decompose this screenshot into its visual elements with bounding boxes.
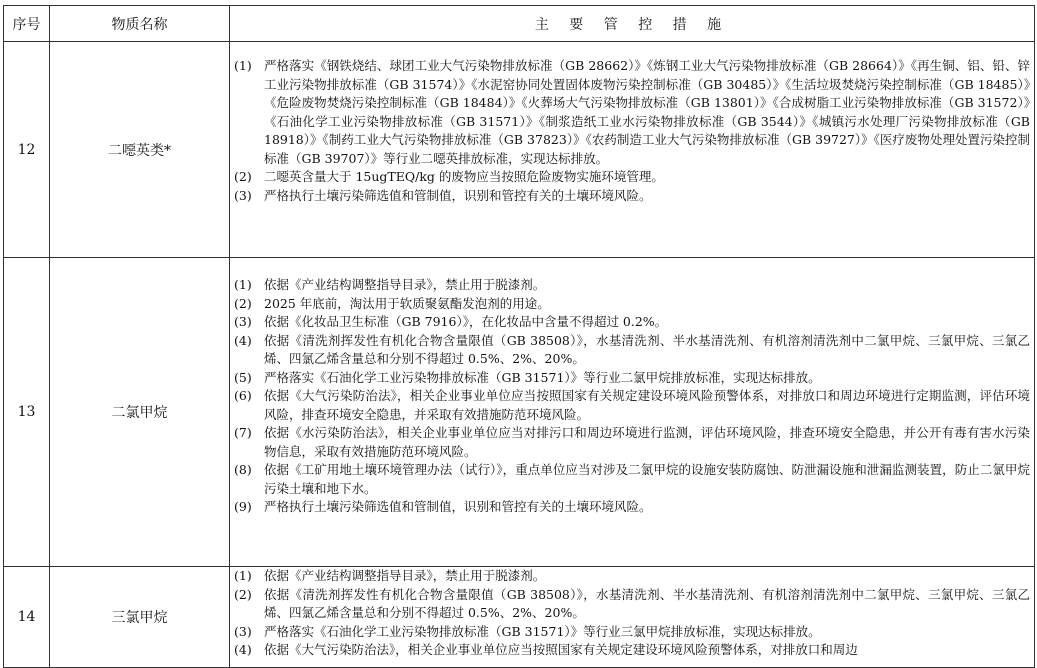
measure-number: (1) xyxy=(234,277,252,292)
regulation-table xyxy=(3,5,1035,668)
measure-text: 严格执行土壤污染筛选值和管制值，识别和管控有关的土壤环境风险。 xyxy=(264,187,652,203)
row-substance-name: 二氯甲烷 xyxy=(50,258,230,567)
measure-text: 2025 年底前，淘汰用于软质聚氨酯发泡剂的用途。 xyxy=(264,295,550,311)
measure-text: 严格执行土壤污染筛选值和管制值，识别和管控有关的土壤环境风险。 xyxy=(264,499,652,514)
measure-number: (1) xyxy=(234,58,252,73)
table-row xyxy=(4,567,1035,668)
row-serial-number: 13 xyxy=(4,258,50,567)
measure-text: 严格落实《石油化学工业污染物排放标准（GB 31571）》等行业二氯甲烷排放标准，实现达标排放。 xyxy=(264,369,821,385)
measure-text: 依据《大气污染防治法》，相关企业事业单位应当按照国家有关规定建设环境风险预警体系，对排放口和周边环境进行定期监测，评估环境风险，排查环境安全隐患，并采取有效措施防范环境风险。 xyxy=(264,388,1030,422)
measure-text: 严格落实《石油化学工业污染物排放标准（GB 31571）》等行业三氯甲烷排放标准，实现达标排放。 xyxy=(264,623,821,639)
measure-item xyxy=(234,187,1030,206)
measure-text: 二噁英含量大于 15ugTEQ/kg 的废物应当按照危险废物实施环境管理。 xyxy=(264,169,664,184)
measure-number: (9) xyxy=(234,499,252,514)
measure-text: 依据《工矿用地土壤环境管理办法（试行）》，重点单位应当对涉及二氯甲烷的设施安装防腐蚀、防泄漏设施和泄漏监测装置，防止二氯甲烷污染土壤和地下水。 xyxy=(264,462,1030,496)
measure-item xyxy=(234,498,1030,517)
measure-number: (6) xyxy=(234,388,252,403)
measure-item xyxy=(234,424,1030,461)
measure-text: 依据《清洗剂挥发性有机化合物含量限值（GB 38508）》，水基清洗剂、半水基清洗剂、有机溶剂清洗剂中二氯甲烷、三氯甲烷、三氯乙烯、四氯乙烯含量总和分别不得超过 0.5%、2%、20%。 xyxy=(264,586,1030,620)
measure-number: (5) xyxy=(234,369,252,385)
table-row xyxy=(4,42,1035,258)
measure-text: 依据《清洗剂挥发性有机化合物含量限值（GB 38508）》，水基清洗剂、半水基清洗剂、有机溶剂清洗剂中二氯甲烷、三氯甲烷、三氯乙烯、四氯乙烯含量总和分别不得超过 0.5%、2%、20%。 xyxy=(264,332,1030,366)
measure-number: (4) xyxy=(234,642,252,657)
measure-item xyxy=(234,168,1030,187)
header-serial-number: 序号 xyxy=(4,6,50,42)
measure-item xyxy=(234,295,1030,314)
row-control-measures xyxy=(230,258,1035,567)
row-serial-number: 12 xyxy=(4,42,50,258)
measure-item xyxy=(234,332,1030,369)
measure-item xyxy=(234,461,1030,498)
measure-number: (3) xyxy=(234,623,252,639)
measure-item xyxy=(234,387,1030,424)
measure-item xyxy=(234,623,1030,642)
measure-text: 依据《化妆品卫生标准（GB 7916）》，在化妆品中含量不得超过 0.2%。 xyxy=(264,314,668,329)
measure-item xyxy=(234,567,1030,586)
measure-number: (3) xyxy=(234,187,252,203)
measure-text: 严格落实《钢铁烧结、球团工业大气污染物排放标准（GB 28662）》《炼钢工业大气污染物排放标准（GB 28664）》《再生铜、铝、铅、锌工业污染物排放标准（GB 31574）》《水泥窑协同处置固体废物污染控制标准（GB 30485）》《生活垃圾焚烧污染控制标准（GB 18485）》《危险废物焚烧污染控制标准（GB 18484）》《火葬场大气污染物排放标准（GB 13801）》《合成树脂工业污染物排放标准（GB 31572）》《石油化学工业污染物排放标准（GB 31571）》《制浆造纸工业水污染物排放标准（GB 3544）》《城镇污水处理厂污染物排放标准（GB 18918）》《制药工业大气污染物排放标准（GB 37823）》《农药制造工业大气污染物排放标准（GB 39727）》《医疗废物处理处置污染控制标准（GB 39707）》等行业二噁英排放标准，实现达标排放。 xyxy=(264,58,1030,166)
header-row xyxy=(4,6,1035,42)
measure-text: 依据《大气污染防治法》，相关企业事业单位应当按照国家有关规定建设环境风险预警体系，对排放口和周边 xyxy=(264,642,858,657)
header-control-measures: 主 要 管 控 措 施 xyxy=(230,6,1035,42)
measure-number: (1) xyxy=(234,568,252,583)
row-substance-name: 二噁英类* xyxy=(50,42,230,258)
measure-number: (8) xyxy=(234,462,252,477)
measure-number: (2) xyxy=(234,295,252,311)
measure-text: 依据《产业结构调整指导目录》，禁止用于脱漆剂。 xyxy=(264,277,546,292)
table-row xyxy=(4,258,1035,567)
measure-number: (2) xyxy=(234,169,252,184)
row-control-measures xyxy=(230,567,1035,668)
row-control-measures xyxy=(230,42,1035,258)
row-serial-number: 14 xyxy=(4,567,50,668)
row-substance-name: 三氯甲烷 xyxy=(50,567,230,668)
measure-number: (7) xyxy=(234,425,252,440)
measure-number: (2) xyxy=(234,586,252,602)
measure-item xyxy=(234,586,1030,623)
measure-item xyxy=(234,641,1030,659)
measure-number: (4) xyxy=(234,332,252,348)
header-substance-name: 物质名称 xyxy=(50,6,230,42)
measures-clip xyxy=(234,567,1030,659)
measure-item xyxy=(234,276,1030,295)
measure-item xyxy=(234,369,1030,388)
measure-item xyxy=(234,313,1030,332)
measure-item xyxy=(234,57,1030,168)
measure-text: 依据《产业结构调整指导目录》，禁止用于脱漆剂。 xyxy=(264,568,546,583)
measure-text: 依据《水污染防治法》，相关企业事业单位应当对排污口和周边环境进行监测，评估环境风险，排查环境安全隐患，并公开有毒有害水污染物信息，采取有效措施防范环境风险。 xyxy=(264,425,1030,459)
measure-number: (3) xyxy=(234,314,252,329)
